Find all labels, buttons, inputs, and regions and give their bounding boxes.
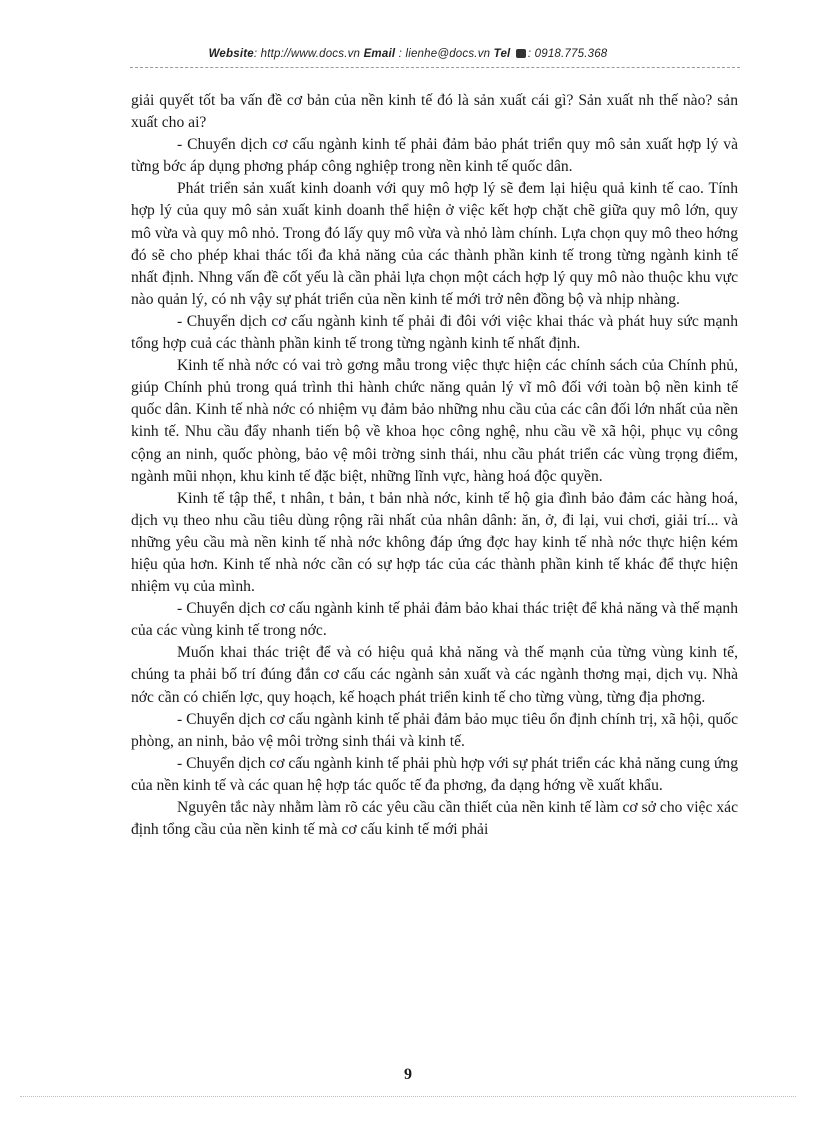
paragraph-2: - Chuyển dịch cơ cấu ngành kinh tế phải đảm bảo phát triển quy mô sản xuất hợp lý và từng bớc áp dụng phơng pháp công nghiệp trong nền kinh tế quốc dân. <box>131 136 738 176</box>
phone-icon <box>516 49 526 58</box>
website-label: Website <box>208 48 254 60</box>
page-number: 9 <box>404 1066 412 1083</box>
email-value: lienhe@docs.vn <box>405 48 491 60</box>
paragraph-10: - Chuyển dịch cơ cấu ngành kinh tế phải phù hợp với sự phát triển các khả năng cung ứng của nền kinh tế và các quan hệ hợp tác quốc tế đa phơng, đa dạng hớng về xuất khẩu. <box>131 754 738 794</box>
paragraph-6: Kinh tế tập thể, t nhân, t bản, t bản nhà nớc, kinh tế hộ gia đình bảo đảm các hàng hoá, dịch vụ theo nhu cầu tiêu dùng rộng rãi nhất của nhân dânh: ăn, ở, đi lại, vui chơi, giải trí... và những yêu cầu mà nền kinh tế nhà nớc không đáp ứng đợc hay kinh tế nhà nớc thực hiện kém hiệu qủa hơn. Kinh tế nhà nớc cần có sự hợp tác của các thành phần kinh tế khác để thực hiện nhiệm vụ của mình. <box>131 489 738 596</box>
website-url: http://www.docs.vn <box>260 48 361 60</box>
paragraph-1: giải quyết tốt ba vấn đề cơ bản của nền kinh tế đó là sản xuất cái gì? Sản xuất nh thế nào? sản xuất cho ai? <box>131 92 738 132</box>
document-body <box>131 90 738 841</box>
paragraph-3: Phát triển sản xuất kinh doanh với quy mô hợp lý sẽ đem lại hiệu quả kinh tế cao. Tính hợp lý của quy mô sản xuất kinh doanh thể hiện ở việc kết hợp chặt chẽ giữa quy mô lớn, quy mô vừa và quy mô nhỏ. Trong đó lấy quy mô vừa và nhỏ làm chính. Lựa chọn quy mô theo hớng đó sẽ cho phép khai thác tối đa khả năng của các thành phần kinh tế trong từng ngành kinh tế nhất định. Nhng vấn đề cốt yếu là cần phải lựa chọn một cách hợp lý quy mô nào thuộc khu vực nào quản lý, có nh vậy sự phát triển của nền kinh tế mới trở nên đồng bộ và nhịp nhàng. <box>131 180 738 308</box>
paragraph-7: - Chuyển dịch cơ cấu ngành kinh tế phải đảm bảo khai thác triệt để khả năng và thế mạnh của các vùng kinh tế trong nớc. <box>131 600 738 640</box>
email-label: Email <box>363 48 396 60</box>
website-separator: : <box>253 48 261 60</box>
paragraph-11: Nguyên tắc này nhằm làm rõ các yêu cầu cần thiết của nền kinh tế làm cơ sở cho việc xác định tổng cầu của nền kinh tế mà cơ cấu kinh tế mới phải <box>131 799 738 839</box>
header-divider <box>130 67 740 68</box>
paragraph-4: - Chuyển dịch cơ cấu ngành kinh tế phải đi đôi với việc khai thác và phát huy sức mạnh tổng hợp cuả các thành phần kinh tế trong từng ngành kinh tế nhất định. <box>131 312 738 353</box>
tel-value: : 0918.775.368 <box>527 48 608 60</box>
email-separator: : <box>395 48 406 60</box>
page-header <box>0 48 816 60</box>
tel-label: Tel <box>493 48 511 60</box>
paragraph-8: Muốn khai thác triệt để và có hiệu quả khả năng và thế mạnh của từng vùng kinh tế, chúng ta phải bố trí đúng đắn cơ cấu các ngành sản xuất và các ngành thơng mại, dịch vụ. Nhà nớc cần có chiến lợc, quy hoạch, kế hoạch phát triển kinh tế cho từng vùng, từng địa phơng. <box>131 644 738 706</box>
footer-divider <box>20 1096 796 1097</box>
paragraph-9: - Chuyển dịch cơ cấu ngành kinh tế phải đảm bảo mục tiêu ổn định chính trị, xã hội, quốc phòng, an ninh, bảo vệ môi trờng sinh thái và kinh tế. <box>131 710 738 750</box>
paragraph-5: Kinh tế nhà nớc có vai trò gơng mẫu trong việc thực hiện các chính sách của Chính phủ, giúp Chính phủ trong quá trình thi hành chức năng quản lý vĩ mô đối với toàn bộ nền kinh tế quốc dân. Kinh tế nhà nớc có nhiệm vụ đảm bảo những nhu cầu của các cân đối lớn nhất của nền kinh tế. Nhu cầu đẩy nhanh tiến bộ về khoa học công nghệ, nhu cầu về xã hội, phục vụ công cộng an ninh, quốc phòng, bảo vệ môi trờng sinh thái, nhu cầu phát triển các vùng trọng điểm, ngành mũi nhọn, khu kinh tế đặc biệt, những lĩnh vực, hàng hoá độc quyền. <box>131 357 738 485</box>
